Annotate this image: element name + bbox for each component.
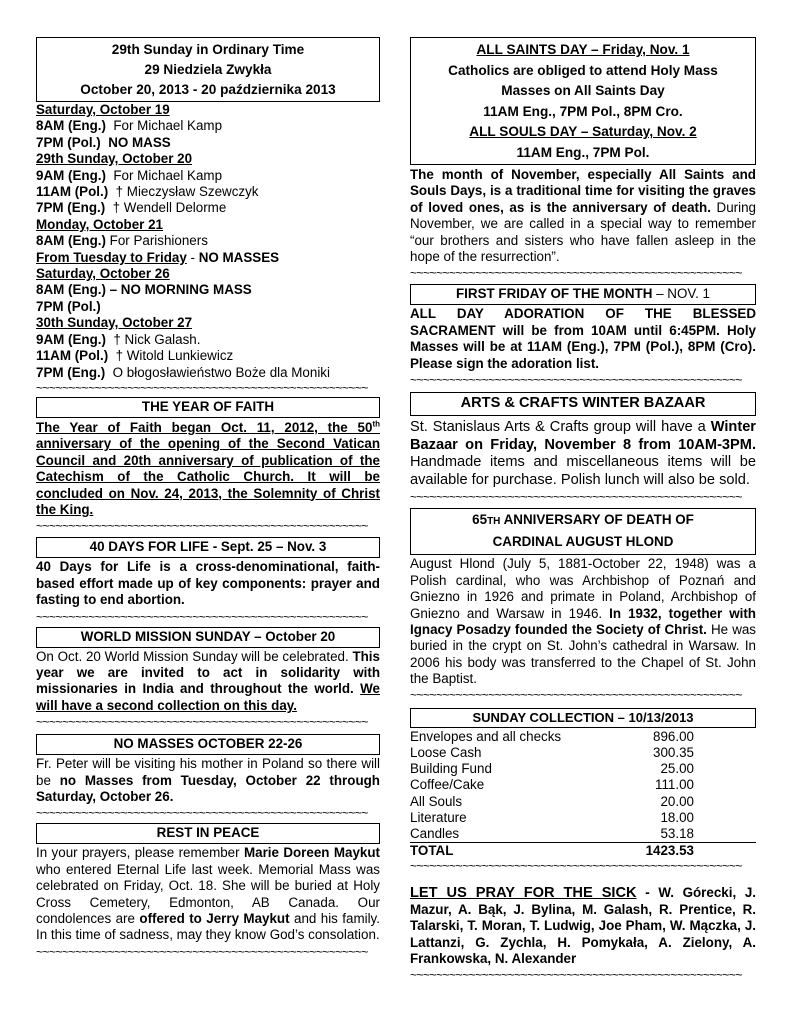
hlond-title-line-2: CARDINAL AUGUST HLOND	[492, 534, 674, 550]
text-part: Winter Bazaar on Friday, November 8 from 10AM-3PM.	[410, 419, 756, 453]
all-souls-times: 11AM Eng., 7PM Pol.	[516, 144, 650, 160]
collection-label: All Souls	[410, 793, 463, 809]
text-part: In your prayers, please remember	[36, 845, 244, 861]
no-masses-text	[36, 756, 380, 805]
collection-label: Candles	[410, 825, 460, 841]
collection-row	[410, 794, 756, 810]
mass-entry	[36, 365, 380, 381]
collection-value: 896.00	[653, 728, 694, 744]
mass-time: 8AM (Eng.)	[36, 233, 106, 249]
text-part: anniversary of the opening of the Second Vatican Council and 20th anniversary of publication of the Catechism of the Catholic Church.	[36, 436, 380, 485]
collection-row	[410, 761, 756, 777]
divider: ~~~~~~~~~~~~~~~~~~~~~~~~~~~~~~~~~~~~~~~~~~~~~~~~~~~	[410, 689, 742, 700]
mass-entry	[36, 118, 380, 134]
first-friday-text: ALL DAY ADORATION OF THE BLESSED SACRAMENT will be from 10AM until 6:45PM. Holy Masses will be at 11AM (Eng.), 7PM (Pol.), 8PM (Cro). Please sign the adoration list.	[410, 306, 756, 371]
text-part: The Year of Faith began Oct. 11, 2012, the 50	[36, 419, 373, 435]
collection-label: Literature	[410, 809, 467, 825]
all-souls-title: ALL SOULS DAY – Saturday, Nov. 2	[469, 124, 697, 139]
date-saturday-oct-19: Saturday, October 19	[36, 102, 170, 117]
november-text	[410, 167, 756, 265]
divider: ~~~~~~~~~~~~~~~~~~~~~~~~~~~~~~~~~~~~~~~~~~~~~~~~~~~	[36, 946, 368, 957]
collection-value: 111.00	[655, 777, 694, 793]
mass-time: 8AM (Eng.)	[36, 118, 106, 134]
date-monday-oct-21: Monday, October 21	[36, 216, 163, 232]
divider: ~~~~~~~~~~~~~~~~~~~~~~~~~~~~~~~~~~~~~~~~~~~~~~~~~~~	[410, 970, 742, 981]
mass-intention: † Witold Lunkiewicz	[115, 348, 234, 364]
forty-days-text: 40 Days for Life is a cross-denominational, faith-based effort made up of key components: prayer and fasting to end abortion.	[36, 559, 380, 608]
title-part: ANNIVERSARY OF DEATH OF	[500, 512, 694, 528]
divider: ~~~~~~~~~~~~~~~~~~~~~~~~~~~~~~~~~~~~~~~~~~~~~~~~~~~	[410, 268, 742, 279]
text-part: We will have a second collection on this day.	[36, 681, 380, 713]
tuesday-friday-note	[36, 250, 380, 266]
title-part: FIRST FRIDAY OF THE MONTH	[456, 286, 653, 302]
superscript: th	[372, 419, 380, 429]
mass-intention: † Wendell Delorme	[112, 200, 227, 216]
mass-intention: † Nick Galash.	[113, 331, 201, 347]
date-saturday-oct-26: Saturday, October 26	[36, 266, 170, 282]
collection-label: Envelopes and all checks	[410, 728, 562, 744]
collection-label: Building Fund	[410, 761, 492, 777]
mass-intention: For Michael Kamp	[113, 118, 223, 134]
mass-entry	[36, 348, 380, 364]
title-part: TH	[487, 516, 501, 528]
collection-title: SUNDAY COLLECTION – 10/13/2013	[410, 708, 756, 728]
header-line-3: October 20, 2013 - 20 października 2013	[80, 82, 336, 97]
collection-total-row	[410, 843, 756, 860]
all-saints-masses-label: Masses on All Saints Day	[501, 83, 665, 98]
left-column	[36, 37, 380, 957]
text-part: and his family. In this time of sadness, may they know God’s consolation.	[36, 911, 380, 943]
hlond-text	[410, 556, 756, 687]
collection-value: 300.35	[653, 744, 694, 760]
forty-days-title: 40 DAYS FOR LIFE - Sept. 25 – Nov. 3	[36, 537, 380, 558]
sick-title: LET US PRAY FOR THE SICK	[410, 885, 637, 902]
sick-names: - W. Górecki, J. Mazur, A. Bąk, J. Bylina, M. Galash, R. Prentice, R. Talarski, T. Moran, T. Ludwig, Joe Pham, W. Mączka, J. Lattanzi, G. Zychla, H. Pomykała, A. Zielony, A. Frankowska, N. Alexander	[410, 885, 756, 966]
hlond-title-line-1	[411, 510, 755, 532]
date-sunday-oct-20: 29th Sunday, October 20	[36, 151, 193, 167]
all-saints-box	[410, 37, 756, 165]
world-mission-title: WORLD MISSION SUNDAY – October 20	[36, 627, 380, 648]
text-part: The month of November, especially All Saints and Souls Days, is a traditional time for visiting the graves of loved ones, as is the anniversary of death.	[410, 167, 756, 215]
rest-in-peace-title: REST IN PEACE	[36, 823, 380, 844]
world-mission-text	[36, 649, 380, 715]
total-value: 1423.53	[610, 843, 756, 860]
text-part: Marie Doreen Maykut	[243, 845, 380, 861]
separator: -	[186, 249, 199, 265]
text-part: Fr. Peter will be visiting his mother in Poland so there will be	[36, 756, 380, 788]
mass-entry	[36, 332, 380, 348]
collection-row	[410, 729, 756, 745]
mass-time: 9AM (Eng.)	[36, 331, 106, 347]
title-part: – NOV. 1	[652, 286, 710, 302]
mass-entry	[36, 200, 380, 216]
mass-intention: For Parishioners	[109, 233, 208, 249]
mass-intention: NO MASSES	[198, 249, 280, 265]
collection-row	[410, 777, 756, 793]
collection-label: Coffee/Cake	[410, 777, 485, 793]
header-line-1: 29th Sunday in Ordinary Time	[111, 42, 305, 57]
text-part: This year we are invited to act in solidarity with missionaries in India and throughout the world.	[36, 648, 380, 697]
collection-value: 20.00	[660, 793, 694, 809]
mass-schedule	[36, 102, 380, 381]
all-saints-masses-times: 11AM Eng., 7PM Pol., 8PM Cro.	[483, 103, 683, 119]
liturgical-header	[36, 37, 380, 102]
text-part: During November, we are called in a special way to remember “our brothers and sisters who have fallen asleep in the hope of the resurrection”.	[410, 199, 756, 265]
mass-time: 11AM (Pol.)	[36, 184, 109, 200]
year-of-faith-text	[36, 420, 380, 518]
mass-entry	[36, 184, 380, 200]
collection-table	[410, 729, 756, 860]
date-sunday-oct-27: 30th Sunday, October 27	[36, 315, 193, 331]
collection-value: 53.18	[660, 825, 694, 841]
text-part: He was buried in the crypt on St. John’s cathedral in Warsaw. In 2006 his body was transferred to the Chapel of St. John the Baptist.	[410, 622, 757, 687]
text-part: On Oct. 20 World Mission Sunday will be celebrated.	[36, 648, 349, 664]
mass-time: 7PM (Pol.)	[36, 134, 101, 150]
text-part: St. Stanislaus Arts & Crafts group will have a	[410, 419, 711, 436]
collection-row	[410, 826, 756, 843]
mass-intention: † Mieczysław Szewczyk	[115, 184, 259, 200]
mass-intention: O błogosławieństwo Boże dla Moniki	[112, 364, 330, 380]
bazaar-title: ARTS & CRAFTS WINTER BAZAAR	[410, 392, 756, 416]
divider: ~~~~~~~~~~~~~~~~~~~~~~~~~~~~~~~~~~~~~~~~~~~~~~~~~~~	[410, 375, 742, 386]
divider: ~~~~~~~~~~~~~~~~~~~~~~~~~~~~~~~~~~~~~~~~~~~~~~~~~~~	[36, 521, 368, 532]
divider: ~~~~~~~~~~~~~~~~~~~~~~~~~~~~~~~~~~~~~~~~~~~~~~~~~~~	[410, 861, 742, 872]
first-friday-title	[410, 284, 756, 305]
divider: ~~~~~~~~~~~~~~~~~~~~~~~~~~~~~~~~~~~~~~~~~~~~~~~~~~~	[410, 492, 742, 503]
bazaar-text	[410, 419, 756, 489]
collection-label: Loose Cash	[410, 744, 482, 760]
mass-entry: 7PM (Pol.)	[36, 298, 101, 314]
rest-in-peace-text	[36, 845, 380, 943]
sick-prayer	[410, 885, 756, 967]
divider: ~~~~~~~~~~~~~~~~~~~~~~~~~~~~~~~~~~~~~~~~~~~~~~~~~~~	[36, 611, 368, 622]
right-column	[410, 37, 756, 980]
mass-time: 9AM (Eng.)	[36, 167, 106, 183]
mass-entry	[36, 233, 380, 249]
date-range: From Tuesday to Friday	[36, 249, 187, 265]
all-saints-title: ALL SAINTS DAY – Friday, Nov. 1	[476, 42, 690, 57]
mass-entry	[36, 135, 380, 151]
text-part: no Masses from Tuesday, October 22 through Saturday, October 26.	[36, 772, 380, 804]
mass-time: 7PM (Eng.)	[36, 364, 106, 380]
year-of-faith-title: THE YEAR OF FAITH	[36, 397, 380, 418]
mass-entry: 8AM (Eng.) – NO MORNING MASS	[36, 282, 252, 298]
collection-value: 25.00	[660, 761, 694, 777]
text-part: It will be concluded on Nov. 24, 2013, the Solemnity of Christ the King.	[36, 469, 381, 517]
mass-intention: For Michael Kamp	[113, 167, 223, 183]
collection-value: 18.00	[660, 809, 694, 825]
title-part: 65	[472, 512, 488, 528]
text-part: August Hlond (July 5, 1881-October 22, 1948) was a Polish cardinal, who was Archbishop of Poznań and Gniezno in 1926 and primate in Poland, Archbishop of Gniezno and Warsaw in 1946.	[410, 556, 756, 621]
all-saints-obligation: Catholics are obliged to attend Holy Mass	[448, 62, 718, 78]
text-part: who entered Eternal Life last week. Memorial Mass was celebrated on Friday, Oct. 18. She will be buried at Holy Cross Cemetery, Edmonton, AB Canada. Our condolences are	[36, 861, 380, 927]
mass-time: 7PM (Eng.)	[36, 200, 106, 216]
collection-row	[410, 745, 756, 761]
text-part: In 1932, together with Ignacy Posadzy founded the Society of Christ.	[410, 605, 756, 638]
no-masses-title: NO MASSES OCTOBER 22-26	[36, 734, 380, 755]
mass-entry	[36, 168, 380, 184]
collection-row	[410, 810, 756, 826]
mass-intention: NO MASS	[108, 134, 171, 150]
hlond-title	[410, 508, 756, 555]
divider: ~~~~~~~~~~~~~~~~~~~~~~~~~~~~~~~~~~~~~~~~~~~~~~~~~~~	[36, 717, 368, 728]
text-part: Handmade items and miscellaneous items will be available for purchase. Polish lunch will also be sold.	[410, 454, 756, 488]
divider: ~~~~~~~~~~~~~~~~~~~~~~~~~~~~~~~~~~~~~~~~~~~~~~~~~~~	[36, 808, 368, 819]
header-line-2: 29 Niedziela Zwykła	[144, 62, 272, 77]
text-part: offered to Jerry Maykut	[139, 911, 290, 927]
total-label: TOTAL	[410, 843, 610, 860]
divider: ~~~~~~~~~~~~~~~~~~~~~~~~~~~~~~~~~~~~~~~~~~~~~~~~~~~	[36, 382, 368, 393]
mass-time: 11AM (Pol.)	[36, 348, 109, 364]
